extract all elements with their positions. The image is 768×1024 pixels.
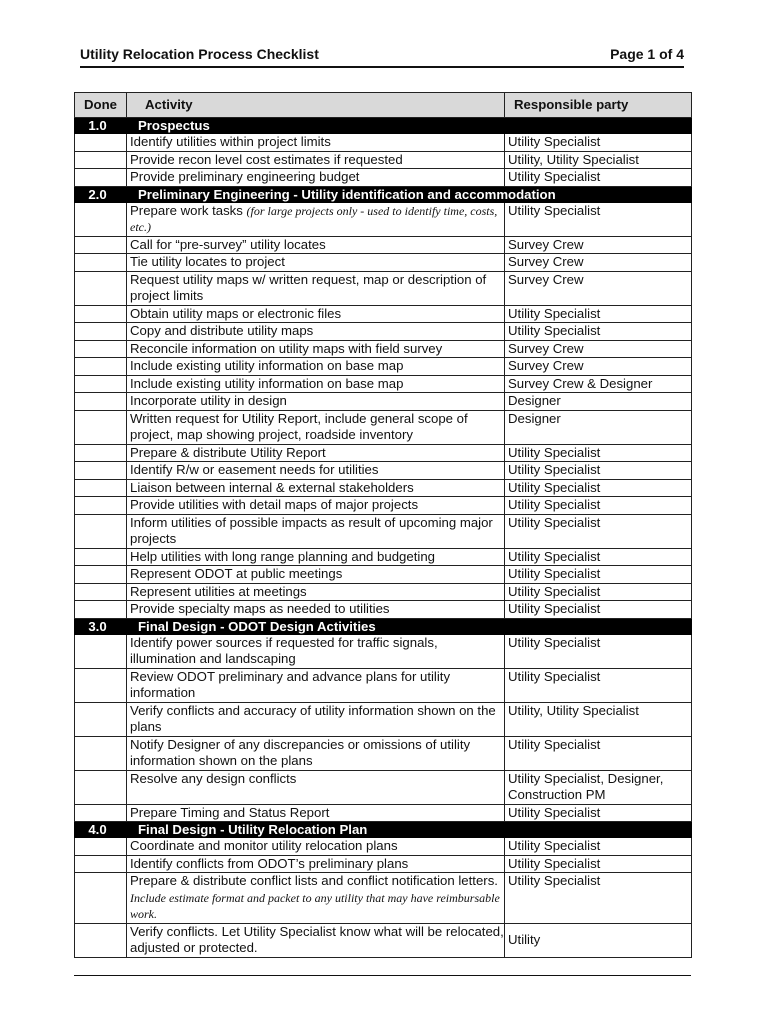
activity-cell [127, 548, 505, 566]
done-checkbox-cell[interactable] [75, 804, 127, 822]
table-row [75, 151, 692, 169]
responsible-party-cell: Utility Specialist [505, 462, 692, 480]
activity-cell [127, 923, 505, 957]
responsible-party-cell: Utility Specialist [505, 202, 692, 236]
responsible-party-cell: Utility Specialist [505, 497, 692, 515]
responsible-party-cell: Utility Specialist [505, 566, 692, 584]
done-checkbox-cell[interactable] [75, 770, 127, 804]
table-row [75, 736, 692, 770]
responsible-party-cell: Survey Crew [505, 340, 692, 358]
done-checkbox-cell[interactable] [75, 497, 127, 515]
done-checkbox-cell[interactable] [75, 923, 127, 957]
done-checkbox-cell[interactable] [75, 271, 127, 305]
activity-cell [127, 497, 505, 515]
section-title: Prospectus [127, 118, 692, 134]
activity-cell [127, 770, 505, 804]
table-row [75, 923, 692, 957]
table-row [75, 444, 692, 462]
done-checkbox-cell[interactable] [75, 668, 127, 702]
responsible-party-cell: Utility Specialist, Designer, Construction PM [505, 770, 692, 804]
activity-text: Obtain utility maps or electronic files [130, 305, 342, 321]
done-checkbox-cell[interactable] [75, 736, 127, 770]
section-header-row [75, 822, 692, 838]
activity-cell [127, 702, 505, 736]
activity-text: Provide utilities with detail maps of major projects [130, 497, 419, 512]
responsible-party-cell: Utility Specialist [505, 305, 692, 323]
activity-cell [127, 668, 505, 702]
section-title: Final Design - ODOT Design Activities [127, 618, 692, 634]
activity-cell [127, 134, 505, 152]
table-row [75, 134, 692, 152]
activity-cell [127, 838, 505, 856]
table-row [75, 583, 692, 601]
section-number: 3.0 [75, 618, 127, 634]
table-row [75, 548, 692, 566]
responsible-party-cell: Designer [505, 393, 692, 411]
activity-text: Coordinate and monitor utility relocation plans [130, 838, 398, 853]
document-title: Utility Relocation Process Checklist [80, 46, 319, 62]
done-checkbox-cell[interactable] [75, 514, 127, 548]
done-checkbox-cell[interactable] [75, 358, 127, 376]
activity-text: Include existing utility information on base map [130, 358, 404, 373]
activity-cell [127, 601, 505, 619]
activity-cell [127, 271, 505, 305]
responsible-party-cell: Utility Specialist [505, 583, 692, 601]
responsible-party-cell: Utility Specialist [505, 838, 692, 856]
activity-text: Represent utilities at meetings [130, 583, 307, 599]
table-row [75, 305, 692, 323]
activity-text: Include existing utility information on base map [130, 375, 404, 391]
responsible-party-cell: Utility Specialist [505, 873, 692, 924]
table-row [75, 838, 692, 856]
responsible-party-cell: Survey Crew [505, 271, 692, 305]
page-number: Page 1 of 4 [610, 46, 684, 62]
activity-cell [127, 736, 505, 770]
table-row [75, 566, 692, 584]
activity-text: Review ODOT preliminary and advance plans for utility information [130, 668, 451, 700]
activity-cell [127, 514, 505, 548]
activity-text: Copy and distribute utility maps [130, 323, 314, 338]
table-row [75, 497, 692, 515]
activity-text: Identify power sources if requested for traffic signals, illumination and landscaping [130, 634, 438, 666]
activity-cell [127, 479, 505, 497]
done-checkbox-cell[interactable] [75, 548, 127, 566]
activity-text: Notify Designer of any discrepancies or omissions of utility information shown on the plans [130, 736, 471, 768]
activity-cell [127, 340, 505, 358]
table-row [75, 770, 692, 804]
activity-cell [127, 169, 505, 187]
activity-text: Represent ODOT at public meetings [130, 566, 343, 581]
page-header [80, 44, 684, 68]
activity-cell [127, 855, 505, 873]
activity-text: Provide preliminary engineering budget [130, 169, 360, 184]
done-checkbox-cell[interactable] [75, 305, 127, 323]
section-number: 2.0 [75, 186, 127, 202]
table-header-row [75, 93, 692, 118]
table-row [75, 702, 692, 736]
activity-text: Verify conflicts and accuracy of utility information shown on the plans [130, 702, 496, 734]
activity-cell [127, 634, 505, 668]
section-header-row [75, 118, 692, 134]
responsible-party-cell: Utility Specialist [505, 323, 692, 341]
section-title: Preliminary Engineering - Utility identification and accommodation [127, 186, 692, 202]
activity-text: Prepare & distribute conflict lists and conflict notification letters. [130, 873, 498, 888]
table-row [75, 668, 692, 702]
table-row [75, 358, 692, 376]
activity-cell [127, 254, 505, 272]
done-checkbox-cell[interactable] [75, 410, 127, 444]
table-row [75, 236, 692, 254]
footer-rule [74, 975, 691, 976]
section-number: 1.0 [75, 118, 127, 134]
responsible-party-cell: Utility, Utility Specialist [505, 702, 692, 736]
responsible-party-cell: Utility Specialist [505, 169, 692, 187]
table-row [75, 169, 692, 187]
activity-text: Tie utility locates to project [130, 254, 285, 269]
activity-text: Inform utilities of possible impacts as result of upcoming major projects [130, 514, 493, 546]
table-row [75, 202, 692, 236]
activity-text: Prepare & distribute Utility Report [130, 444, 326, 460]
activity-text: Verify conflicts. Let Utility Specialist know what will be relocated, adjusted or protected. [130, 923, 504, 955]
activity-cell [127, 804, 505, 822]
responsible-party-cell: Utility [505, 923, 692, 957]
column-header-activity: Activity [127, 93, 505, 118]
activity-cell [127, 323, 505, 341]
section-header-row [75, 186, 692, 202]
activity-text: Prepare Timing and Status Report [130, 804, 330, 820]
responsible-party-cell: Utility Specialist [505, 668, 692, 702]
responsible-party-cell: Utility Specialist [505, 634, 692, 668]
responsible-party-cell: Utility, Utility Specialist [505, 151, 692, 169]
activity-text: Request utility maps w/ written request, map or description of project limits [130, 271, 487, 303]
done-checkbox-cell[interactable] [75, 855, 127, 873]
activity-text: Liaison between internal & external stakeholders [130, 479, 414, 495]
responsible-party-cell: Utility Specialist [505, 804, 692, 822]
done-checkbox-cell[interactable] [75, 583, 127, 601]
activity-text: Resolve any design conflicts [130, 770, 297, 786]
activity-text: Provide specialty maps as needed to utilities [130, 601, 390, 616]
table-row [75, 340, 692, 358]
table-row [75, 462, 692, 480]
table-row [75, 601, 692, 619]
activity-text: Identify utilities within project limits [130, 134, 331, 149]
done-checkbox-cell[interactable] [75, 479, 127, 497]
activity-cell [127, 566, 505, 584]
activity-cell [127, 236, 505, 254]
activity-cell [127, 583, 505, 601]
done-checkbox-cell[interactable] [75, 601, 127, 619]
responsible-party-cell: Utility Specialist [505, 479, 692, 497]
activity-cell [127, 410, 505, 444]
done-checkbox-cell[interactable] [75, 134, 127, 152]
column-header-responsible: Responsible party [505, 93, 692, 118]
activity-cell [127, 375, 505, 393]
activity-text: Call for “pre-survey” utility locates [130, 236, 326, 252]
column-header-done: Done [75, 93, 127, 118]
done-checkbox-cell[interactable] [75, 873, 127, 924]
section-number: 4.0 [75, 822, 127, 838]
done-checkbox-cell[interactable] [75, 254, 127, 272]
activity-note: (for large projects only - used to identify time, costs, etc.) [130, 203, 498, 234]
section-header-row [75, 618, 692, 634]
activity-cell [127, 393, 505, 411]
table-row [75, 393, 692, 411]
responsible-party-cell: Utility Specialist [505, 514, 692, 548]
responsible-party-cell: Survey Crew [505, 358, 692, 376]
done-checkbox-cell[interactable] [75, 151, 127, 169]
responsible-party-cell: Survey Crew [505, 236, 692, 254]
activity-text: Identify conflicts from ODOT’s preliminary plans [130, 855, 409, 871]
done-checkbox-cell[interactable] [75, 393, 127, 411]
activity-text: Prepare work tasks [130, 202, 243, 218]
activity-cell [127, 462, 505, 480]
done-checkbox-cell[interactable] [75, 838, 127, 856]
table-row [75, 323, 692, 341]
responsible-party-cell: Utility Specialist [505, 548, 692, 566]
activity-cell [127, 444, 505, 462]
section-title: Final Design - Utility Relocation Plan [127, 822, 692, 838]
activity-text: Help utilities with long range planning and budgeting [130, 548, 435, 564]
responsible-party-cell: Designer [505, 410, 692, 444]
activity-text: Provide recon level cost estimates if requested [130, 151, 403, 167]
table-row [75, 804, 692, 822]
done-checkbox-cell[interactable] [75, 444, 127, 462]
done-checkbox-cell[interactable] [75, 202, 127, 236]
done-checkbox-cell[interactable] [75, 169, 127, 187]
responsible-party-cell: Utility Specialist [505, 444, 692, 462]
done-checkbox-cell[interactable] [75, 702, 127, 736]
responsible-party-cell: Utility Specialist [505, 855, 692, 873]
done-checkbox-cell[interactable] [75, 340, 127, 358]
checklist-table [74, 92, 692, 958]
activity-cell [127, 305, 505, 323]
table-row [75, 873, 692, 924]
activity-text: Identify R/w or easement needs for utilities [130, 462, 379, 477]
activity-cell [127, 873, 505, 924]
activity-text: Reconcile information on utility maps with field survey [130, 340, 443, 356]
activity-cell [127, 151, 505, 169]
table-row [75, 479, 692, 497]
done-checkbox-cell[interactable] [75, 375, 127, 393]
done-checkbox-cell[interactable] [75, 462, 127, 480]
responsible-party-cell: Utility Specialist [505, 134, 692, 152]
activity-text: Written request for Utility Report, include general scope of project, map showing project, roadside inventory [130, 410, 468, 442]
table-row [75, 855, 692, 873]
done-checkbox-cell[interactable] [75, 323, 127, 341]
responsible-party-cell: Utility Specialist [505, 736, 692, 770]
activity-note: Include estimate format and packet to any utility that may have reimbursable work. [130, 890, 500, 921]
checklist-body [75, 118, 692, 958]
table-row [75, 634, 692, 668]
responsible-party-cell: Survey Crew [505, 254, 692, 272]
activity-text: Incorporate utility in design [130, 393, 287, 408]
responsible-party-cell: Survey Crew & Designer [505, 375, 692, 393]
activity-cell [127, 358, 505, 376]
table-row [75, 514, 692, 548]
table-row [75, 375, 692, 393]
done-checkbox-cell[interactable] [75, 566, 127, 584]
responsible-party-cell: Utility Specialist [505, 601, 692, 619]
table-row [75, 254, 692, 272]
done-checkbox-cell[interactable] [75, 634, 127, 668]
done-checkbox-cell[interactable] [75, 236, 127, 254]
activity-cell [127, 202, 505, 236]
table-row [75, 271, 692, 305]
table-row [75, 410, 692, 444]
